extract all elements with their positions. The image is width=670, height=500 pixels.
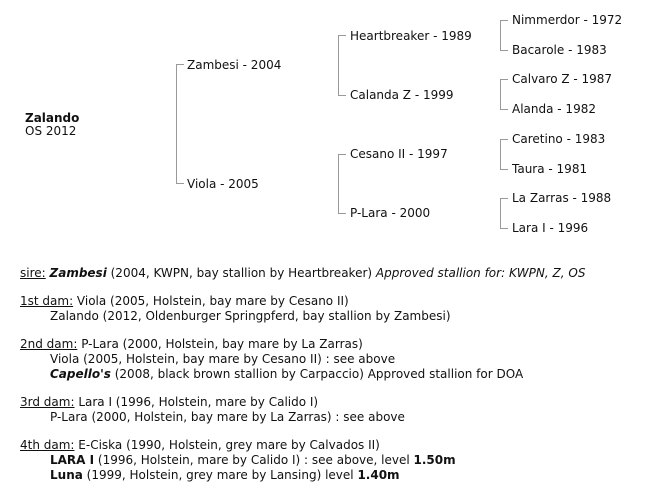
dam3-text: Lara I (1996, Holstein, mare by Calido I) — [74, 395, 319, 409]
sire-approval: Approved stallion for: KWPN, Z, OS — [375, 266, 586, 280]
gen1-connector — [176, 64, 184, 65]
dam-node: Viola - 2005 — [187, 177, 259, 191]
dam1-offspring: Zalando (2012, Oldenburger Springpferd, bay stallion by Zambesi) — [50, 309, 451, 323]
dam2-offspring: Viola (2005, Holstein, bay mare by Cesano II) : see above — [50, 352, 396, 366]
gen1-bracket — [176, 64, 177, 183]
dam1-label: 1st dam: — [20, 294, 74, 308]
sire-node: Zambesi - 2004 — [187, 58, 282, 72]
gen3-bracket — [500, 139, 501, 169]
dam1-note — [20, 294, 660, 324]
offspring-text: (1996, Holstein, mare by Calido I) : see above, level — [94, 453, 414, 467]
dam3-offspring: P-Lara (2000, Holstein, bay mare by La Zarras) : see above — [50, 410, 405, 424]
gen2-bracket — [338, 35, 339, 95]
sire-note — [20, 266, 660, 281]
ancestor-node: Taura - 1981 — [512, 162, 588, 176]
root-horse-breed-year: OS 2012 — [25, 124, 77, 138]
root-horse-name: Zalando — [25, 111, 80, 125]
gen2-connector — [338, 213, 346, 214]
gen1-connector — [176, 183, 184, 184]
offspring-name: LARA I — [50, 453, 95, 467]
dam2-note — [20, 337, 660, 382]
offspring-text: (2008, black brown stallion by Carpaccio) Approved stallion for DOA — [110, 367, 524, 381]
dam4-offspring — [20, 453, 660, 468]
gen3-bracket — [500, 79, 501, 109]
offspring-name: Luna — [50, 468, 83, 482]
gen3-bracket — [500, 198, 501, 228]
ancestor-node: Lara I - 1996 — [512, 221, 589, 235]
dam4-offspring — [20, 468, 660, 483]
pedigree-notes — [20, 266, 660, 496]
ancestor-node: Nimmerdor - 1972 — [512, 13, 623, 27]
sire-name: Zambesi — [49, 266, 107, 280]
gen2-connector — [338, 154, 346, 155]
dam1-text: Viola (2005, Holstein, bay mare by Cesano II) — [73, 294, 349, 308]
gen3-connector — [500, 198, 508, 199]
dam4-text: E-Ciska (1990, Holstein, grey mare by Calvados II) — [74, 438, 380, 452]
sire-label: sire: — [20, 266, 46, 280]
dam-sire-node: Cesano II - 1997 — [350, 147, 448, 161]
dam3-label: 3rd dam: — [20, 395, 75, 409]
gen3-connector — [500, 228, 508, 229]
sire-dam-node: Calanda Z - 1999 — [350, 88, 454, 102]
dam4-label: 4th dam: — [20, 438, 75, 452]
offspring-level: 1.40m — [357, 468, 400, 482]
gen3-connector — [500, 20, 508, 21]
sire-sire-node: Heartbreaker - 1989 — [350, 29, 472, 43]
dam-dam-node: P-Lara - 2000 — [350, 206, 431, 220]
gen3-connector — [500, 139, 508, 140]
sire-description: (2004, KWPN, bay stallion by Heartbreaker) — [106, 266, 376, 280]
gen3-connector — [500, 79, 508, 80]
gen2-connector — [338, 95, 346, 96]
gen3-connector — [500, 109, 508, 110]
dam2-label: 2nd dam: — [20, 337, 78, 351]
gen2-connector — [338, 35, 346, 36]
ancestor-node: Bacarole - 1983 — [512, 43, 607, 57]
gen3-bracket — [500, 20, 501, 50]
ancestor-node: La Zarras - 1988 — [512, 191, 612, 205]
offspring-level: 1.50m — [413, 453, 456, 467]
ancestor-node: Caretino - 1983 — [512, 132, 606, 146]
ancestor-node: Alanda - 1982 — [512, 102, 596, 116]
gen2-bracket — [338, 154, 339, 213]
dam2-text: P-Lara (2000, Holstein, bay mare by La Zarras) — [77, 337, 363, 351]
dam2-offspring — [20, 367, 660, 382]
ancestor-node: Calvaro Z - 1987 — [512, 72, 613, 86]
offspring-name: Capello's — [50, 367, 111, 381]
dam3-note — [20, 395, 660, 425]
offspring-text: (1999, Holstein, grey mare by Lansing) level — [82, 468, 358, 482]
gen3-connector — [500, 169, 508, 170]
dam4-note — [20, 438, 660, 483]
gen3-connector — [500, 50, 508, 51]
